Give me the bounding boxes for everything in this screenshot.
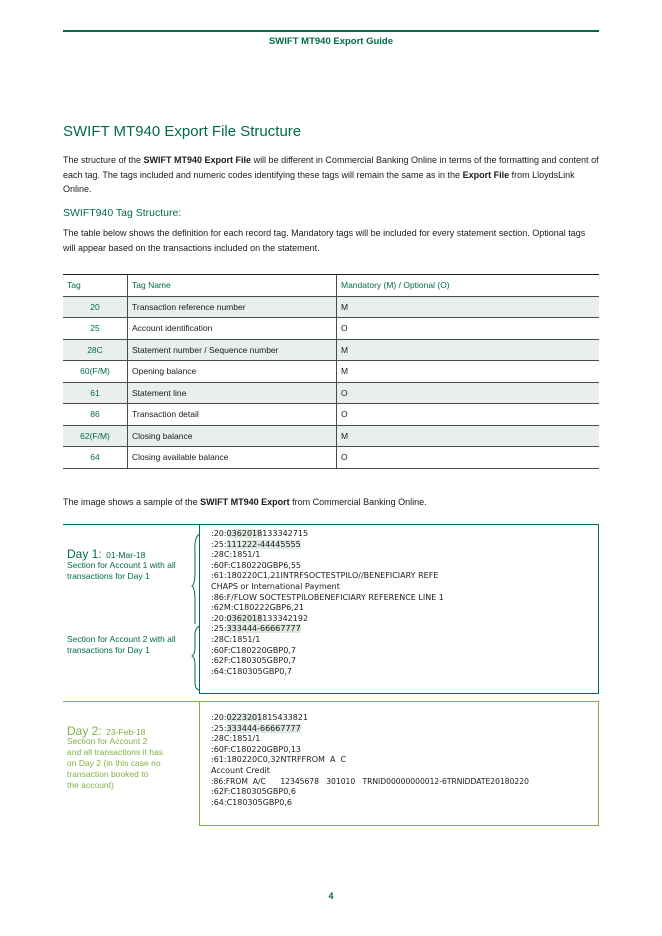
day2-section-note <box>67 736 197 791</box>
code-line: CHAPS or International Payment <box>211 581 340 591</box>
sample-intro-text-1: The image shows a sample of the <box>63 497 201 507</box>
intro-paragraph <box>63 153 599 197</box>
day2-date: 23-Feb-18 <box>106 727 146 737</box>
code-line: :61:180220C1,21INTRFSOCTESTPILO//BENEFICIARY REFE <box>211 571 439 581</box>
mo-cell: M <box>337 339 600 361</box>
tag-cell: 25 <box>63 318 128 340</box>
code-line: :28C:1851/1 <box>211 634 261 644</box>
intro-bold-1: SWIFT MT940 Export File <box>143 155 252 165</box>
day1-section1-line: transactions for Day 1 <box>67 571 150 581</box>
code-line: :28C:1851/1 <box>211 734 261 744</box>
mo-cell: M <box>341 366 349 377</box>
code-line: :86:F/FLOW SOCTESTPILOBENEFICIARY REFERENCE LINE 1 <box>211 592 444 602</box>
mo-cell: O <box>341 409 348 420</box>
code-line: :62F:C180305GBP0,6 <box>211 787 296 797</box>
tag-name-cell: Transaction reference number <box>128 296 337 318</box>
sample-intro-text-2: from Commercial Banking Online. <box>289 497 427 507</box>
tag-cell: 86 <box>63 404 128 426</box>
code-line: :62F:C180305GBP0,7 <box>211 656 296 666</box>
day1-title: Day 1: <box>67 547 102 561</box>
day1-code-sample <box>199 524 599 694</box>
sample-intro-bold: SWIFT MT940 Export <box>200 497 290 507</box>
intro-text-3: from LloydsLink Online. <box>63 169 575 194</box>
day2-section-line: transaction booked to <box>67 769 149 779</box>
header-tag-name: Tag Name <box>128 275 337 297</box>
tag-cell: 28C <box>63 339 128 361</box>
tag-cell: 61 <box>63 382 128 404</box>
tag-structure-table <box>63 274 599 469</box>
day2-title: Day 2: <box>67 724 102 738</box>
code-line: :60F:C180220GBP0,13 <box>211 744 301 754</box>
table-row <box>63 339 599 361</box>
tag-cell: 62(F/M) <box>63 425 128 447</box>
table-header-row <box>63 275 599 297</box>
mo-cell: M <box>337 296 600 318</box>
day1-section1-note <box>67 560 197 582</box>
day2-section-line: and all transactions it has <box>67 747 163 757</box>
code-line: :25:333444-66667777 <box>211 624 301 634</box>
intro-text-2: will be different in Commercial Banking Online in terms of the formatting and content of each tag. The tags included and numeric codes identifying these tags will remain the same as in the <box>63 155 599 180</box>
code-line: :61:180220C0,32NTRFFROM A C <box>211 755 347 765</box>
tag-name-cell: Closing balance <box>128 425 337 447</box>
day1-section1-line: Section for Account 1 with all <box>67 560 176 570</box>
mo-cell: O <box>337 382 600 404</box>
intro-text-1: The structure of the <box>63 155 144 165</box>
tag-name-cell: Statement number / Sequence number <box>128 339 337 361</box>
tag-name-cell: Statement line <box>128 382 337 404</box>
day1-section2-note <box>67 634 197 656</box>
code-line: :86:FROM A/C 12345678 301010 TRNID00000000012-6TRNIDDATE20180220 <box>211 776 529 786</box>
table-row <box>63 404 599 426</box>
table-row <box>63 361 599 383</box>
day2-code-sample <box>199 701 599 826</box>
day1-section2-line: Section for Account 2 with all <box>67 634 176 644</box>
day2-section-line: the account) <box>67 780 114 790</box>
day1-panel <box>63 524 203 695</box>
code-line: :28C:1851/1 <box>211 550 261 560</box>
tag-name-cell: Account identification <box>128 318 337 340</box>
table-row <box>63 447 599 469</box>
table-intro-paragraph: The table below shows the definition for each record tag. Mandatory tags will be included for every statement section. Optional tags will appear based on the transactions included on the statement. <box>63 228 586 253</box>
code-line: :20:0362018133342715 <box>211 529 309 538</box>
sample-intro-paragraph <box>63 495 599 510</box>
table-row <box>63 382 599 404</box>
table-row <box>63 425 599 447</box>
tag-cell: 60(F/M) <box>63 361 128 383</box>
page-number: 4 <box>328 891 334 901</box>
day2-section-line: Section for Account 2 <box>67 736 148 746</box>
tag-name-cell: Closing available balance <box>128 447 337 469</box>
intro-bold-2: Export File <box>462 169 510 180</box>
code-line: :64:C180305GBP0,7 <box>211 666 292 676</box>
tag-cell: 64 <box>63 447 128 469</box>
code-line: :60F:C180220GBP6,55 <box>211 560 301 570</box>
day2-panel <box>63 701 203 827</box>
table-row <box>63 318 599 340</box>
mo-cell: O <box>341 323 348 334</box>
table-row <box>63 296 599 318</box>
tag-name-cell: Opening balance <box>128 361 337 383</box>
day2-section-line: on Day 2 (in this case no <box>67 758 161 768</box>
day1-date: 01-Mar-18 <box>106 550 146 560</box>
header-mandatory-optional: Mandatory (M) / Optional (O) <box>341 280 450 291</box>
code-line: :62M:C180222GBP6,21 <box>211 603 304 613</box>
day1-section2-line: transactions for Day 1 <box>67 645 150 655</box>
page-title: SWIFT MT940 Export File Structure <box>63 123 302 140</box>
section-subheading: SWIFT940 Tag Structure: <box>63 207 182 219</box>
code-line: :20:0223201815433821 <box>211 713 309 722</box>
header-rule <box>63 30 599 32</box>
tag-cell: 20 <box>63 296 128 318</box>
mo-cell: M <box>337 425 600 447</box>
code-line: :25:333444-66667777 <box>211 723 301 733</box>
tag-name-cell: Transaction detail <box>128 404 337 426</box>
header-tag: Tag <box>63 275 128 297</box>
code-line: :64:C180305GBP0,6 <box>211 797 292 807</box>
code-line: :20:0362018133342192 <box>211 613 309 623</box>
code-line: :25:111222-44445555 <box>211 539 301 549</box>
mo-cell: O <box>341 452 348 463</box>
code-line: :60F:C180220GBP0,7 <box>211 645 296 655</box>
header-title: SWIFT MT940 Export Guide <box>268 36 394 47</box>
code-line: Account Credit <box>211 765 270 775</box>
